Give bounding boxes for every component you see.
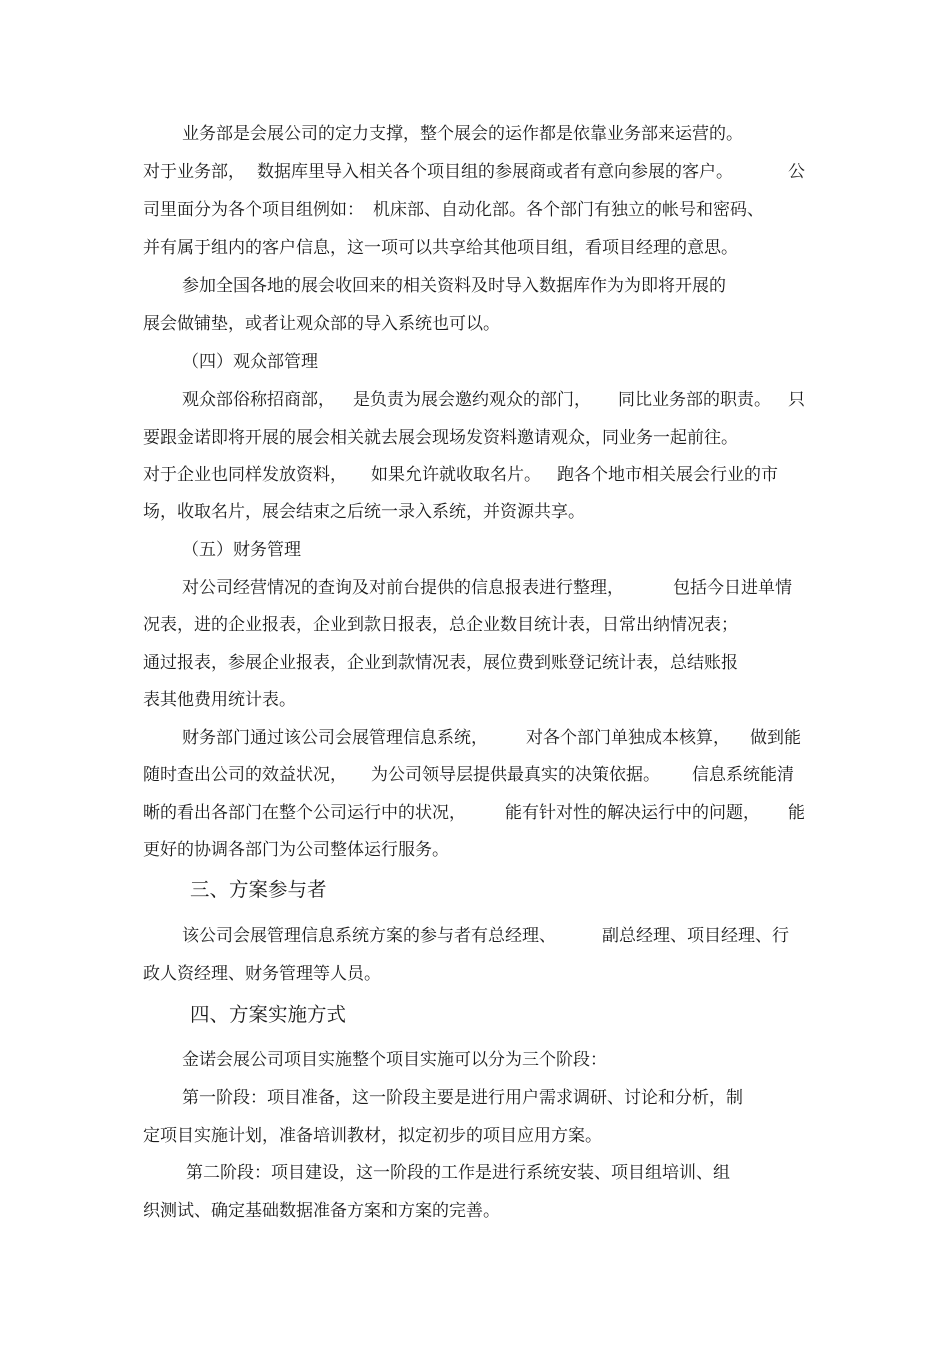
paragraph-line xyxy=(0,612,950,638)
paragraph-line xyxy=(0,159,950,185)
text-run: 随时查出公司的效益状况， xyxy=(143,765,347,785)
text-run: 要跟金诺即将开展的展会相关就去展会现场发资料邀请观众，同业务一起前往。 xyxy=(143,428,738,448)
text-run: 对于企业也同样发放资料， xyxy=(143,465,347,485)
text-run: 对各个部门单独成本核算， xyxy=(526,728,730,748)
text-run: 通过报表，参展企业报表，企业到款情况表，展位费到账登记统计表，总结账报 xyxy=(143,653,738,673)
paragraph-line xyxy=(0,235,950,261)
paragraph-line xyxy=(0,462,950,488)
text-run: 该公司会展管理信息系统方案的参与者有总经理、 xyxy=(182,926,556,946)
section-subheading xyxy=(0,349,950,375)
text-run: 跑各个地市相关展会行业的市 xyxy=(557,465,778,485)
text-run: 业务部是会展公司的定力支撑，整个展会的运作都是依靠业务部来运营的。 xyxy=(182,124,743,144)
paragraph-line xyxy=(0,1085,950,1111)
paragraph-line xyxy=(0,121,950,147)
paragraph-line xyxy=(0,923,950,949)
text-run: 同比业务部的职责。 xyxy=(618,390,771,410)
text-run: 只 xyxy=(788,390,805,410)
paragraph-line xyxy=(0,650,950,676)
text-run: 参加全国各地的展会收回来的相关资料及时导入数据库作为为即将开展的 xyxy=(182,276,726,296)
paragraph-line xyxy=(0,1160,950,1186)
text-run: 能有针对性的解决运行中的问题， xyxy=(505,803,760,823)
text-run: 观众部俗称招商部， xyxy=(182,390,335,410)
text-run: 展会做铺垫，或者让观众部的导入系统也可以。 xyxy=(143,314,500,334)
paragraph-line xyxy=(0,800,950,826)
text-run: 如果允许就收取名片。 xyxy=(371,465,541,485)
text-run: 第一阶段：项目准备，这一阶段主要是进行用户需求调研、讨论和分析，制 xyxy=(182,1088,743,1108)
text-run: 更好的协调各部门为公司整体运行服务。 xyxy=(143,840,449,860)
text-run: 对于业务部， xyxy=(143,162,245,182)
paragraph-line xyxy=(0,725,950,751)
paragraph-line xyxy=(0,425,950,451)
text-run: 第二阶段：项目建设，这一阶段的工作是进行系统安装、项目组培训、组 xyxy=(186,1163,730,1183)
paragraph-line xyxy=(0,273,950,299)
paragraph-line xyxy=(0,575,950,601)
text-run: （五）财务管理 xyxy=(182,540,301,560)
text-run: 并有属于组内的客户信息，这一项可以共享给其他项目组，看项目经理的意思。 xyxy=(143,238,738,258)
paragraph-line xyxy=(0,762,950,788)
text-run: 金诺会展公司项目实施整个项目实施可以分为三个阶段： xyxy=(182,1050,607,1070)
text-run: 副总经理、项目经理、行 xyxy=(602,926,789,946)
text-run: 织测试、确定基础数据准备方案和方案的完善。 xyxy=(143,1201,500,1221)
text-run: 财务部门通过该公司会展管理信息系统， xyxy=(182,728,488,748)
text-run: 场，收取名片，展会结束之后统一录入系统，并资源共享。 xyxy=(143,502,585,522)
text-run: 数据库里导入相关各个项目组的参展商或者有意向参展的客户。 xyxy=(257,162,733,182)
text-run: 是负责为展会邀约观众的部门， xyxy=(353,390,591,410)
paragraph-line xyxy=(0,961,950,987)
paragraph-line xyxy=(0,1123,950,1149)
paragraph-line xyxy=(0,311,950,337)
text-run: 机床部、自动化部。各个部门有独立的帐号和密码、 xyxy=(373,200,764,220)
text-run: 况表，进的企业报表，企业到款日报表，总企业数目统计表，日常出纳情况表； xyxy=(143,615,738,635)
paragraph-line xyxy=(0,1047,950,1073)
paragraph-line xyxy=(0,387,950,413)
section-subheading xyxy=(0,537,950,563)
paragraph-line xyxy=(0,499,950,525)
text-run: 表其他费用统计表。 xyxy=(143,690,296,710)
text-run: 政人资经理、财务管理等人员。 xyxy=(143,964,381,984)
section-heading: 四、方案实施方式 xyxy=(190,1003,347,1026)
text-run: 能 xyxy=(788,803,805,823)
text-run: 做到能 xyxy=(750,728,801,748)
text-run: （四）观众部管理 xyxy=(182,352,318,372)
paragraph-line xyxy=(0,837,950,863)
paragraph-line xyxy=(0,197,950,223)
section-heading: 三、方案参与者 xyxy=(190,878,327,901)
text-run: 对公司经营情况的查询及对前台提供的信息报表进行整理， xyxy=(182,578,624,598)
text-run: 包括今日进单情 xyxy=(673,578,792,598)
text-run: 司里面分为各个项目组例如： xyxy=(143,200,364,220)
text-run: 公 xyxy=(788,162,805,182)
paragraph-line xyxy=(0,1198,950,1224)
paragraph-line xyxy=(0,687,950,713)
text-run: 信息系统能清 xyxy=(692,765,794,785)
text-run: 晰的看出各部门在整个公司运行中的状况， xyxy=(143,803,466,823)
text-run: 为公司领导层提供最真实的决策依据。 xyxy=(371,765,660,785)
text-run: 定项目实施计划，准备培训教材，拟定初步的项目应用方案。 xyxy=(143,1126,602,1146)
